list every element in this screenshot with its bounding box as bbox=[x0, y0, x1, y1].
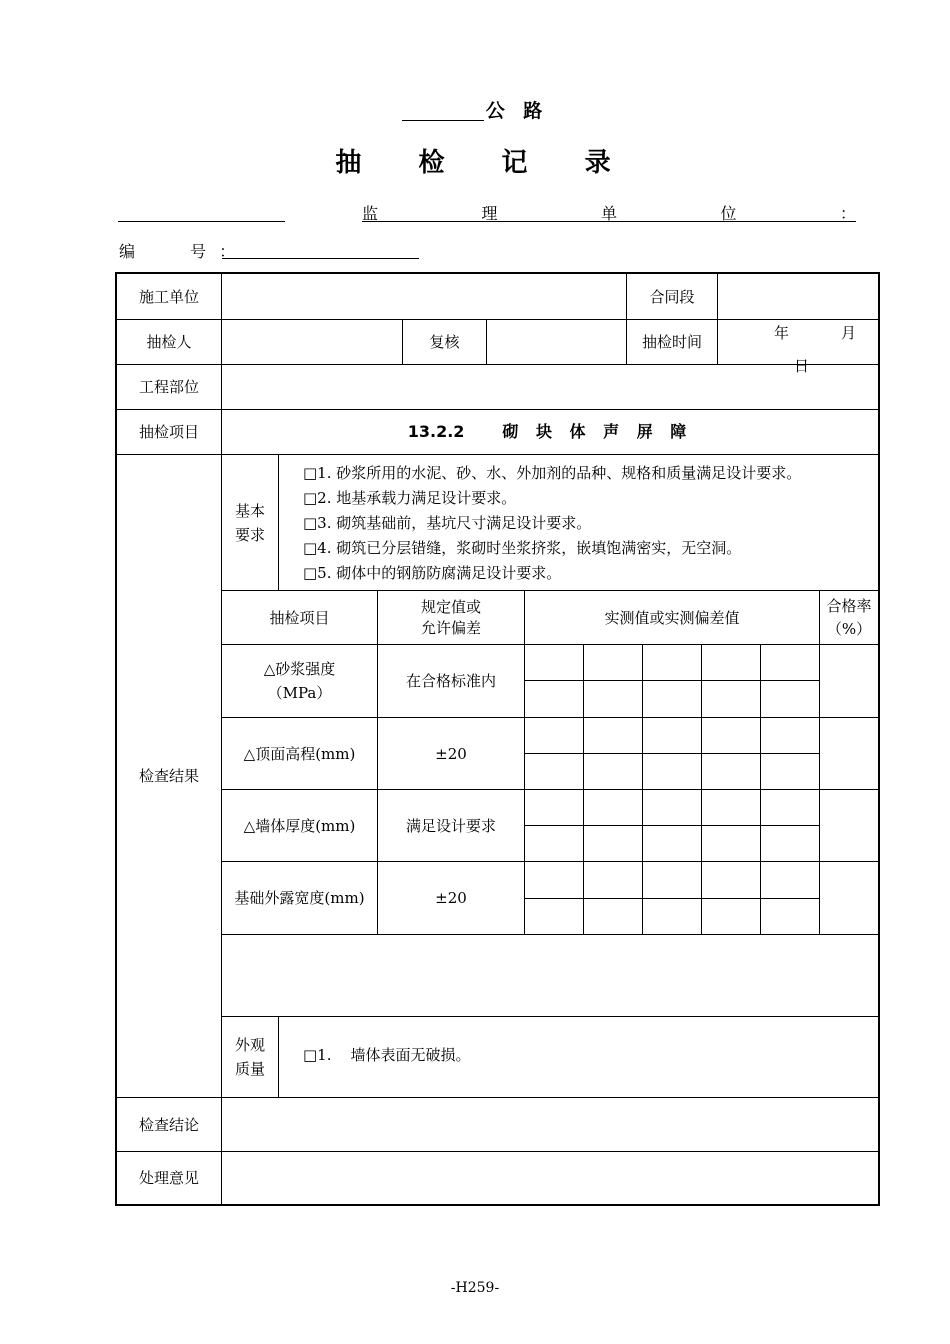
inspection-form bbox=[115, 272, 880, 1206]
row-top-elevation-name: △顶面高程(mm) bbox=[243, 744, 356, 763]
road-title bbox=[0, 96, 950, 123]
supervision-char: 单 bbox=[600, 204, 617, 223]
month-label: 月 bbox=[841, 324, 857, 342]
row-name-line: △砂浆强度 bbox=[263, 660, 336, 678]
road-name-blank[interactable] bbox=[402, 102, 484, 121]
day-label: 日 bbox=[794, 357, 810, 375]
col-spec-line: 允许偏差 bbox=[420, 618, 481, 637]
opinion-field[interactable] bbox=[222, 1152, 878, 1204]
opinion-label: 处理意见 bbox=[138, 1169, 199, 1187]
col-pass-line: （%） bbox=[826, 619, 872, 638]
contractor-field[interactable] bbox=[222, 274, 626, 319]
appearance-label-line: 质量 bbox=[234, 1060, 265, 1078]
year-label: 年 bbox=[774, 324, 790, 342]
inspect-time-field[interactable] bbox=[718, 320, 878, 375]
contractor-label: 施工单位 bbox=[138, 287, 199, 306]
appearance-item[interactable]: □1. 墙体表面无破损。 bbox=[303, 1046, 471, 1064]
item-code: 13.2.2 bbox=[407, 422, 465, 441]
requirement-item[interactable]: □5. 砌体中的钢筋防腐满足设计要求。 bbox=[303, 564, 562, 582]
location-label: 工程部位 bbox=[138, 378, 199, 396]
col-header-item: 抽检项目 bbox=[269, 608, 330, 627]
row-foundation-width-spec: ±20 bbox=[435, 889, 467, 907]
requirement-item[interactable]: □4. 砌筑已分层错缝，浆砌时坐浆挤浆，嵌填饱满密实，无空洞。 bbox=[303, 539, 742, 557]
col-spec-line: 规定值或 bbox=[420, 597, 481, 616]
col-header-pass-rate bbox=[820, 591, 878, 644]
number-char: 编 bbox=[119, 242, 136, 261]
basic-requirements-label bbox=[222, 455, 278, 590]
reviewer-field[interactable] bbox=[487, 320, 626, 364]
col-header-measured: 实测值或实测偏差值 bbox=[604, 608, 740, 627]
location-field[interactable] bbox=[222, 365, 878, 409]
supervision-char: 理 bbox=[481, 204, 498, 223]
supervision-unit-underline[interactable] bbox=[362, 221, 856, 222]
conclusion-label: 检查结论 bbox=[138, 1115, 199, 1134]
inspector-field[interactable] bbox=[222, 320, 402, 364]
conclusion-field[interactable] bbox=[222, 1098, 878, 1151]
requirement-item[interactable]: □2. 地基承载力满足设计要求。 bbox=[303, 489, 517, 507]
requirement-item[interactable]: □3. 砌筑基础前，基坑尺寸满足设计要求。 bbox=[303, 514, 592, 532]
col-header-spec bbox=[378, 591, 524, 644]
appearance-label bbox=[222, 1017, 278, 1097]
number-char: 号 bbox=[190, 242, 207, 261]
basic-label-line: 基本 bbox=[234, 501, 265, 520]
supervision-unit-label bbox=[362, 201, 856, 221]
col-pass-line: 合格率 bbox=[826, 596, 872, 615]
requirement-item[interactable]: □1. 砂浆所用的水泥、砂、水、外加剂的品种、规格和质量满足设计要求。 bbox=[303, 464, 802, 482]
row-foundation-width-name: 基础外露宽度(mm) bbox=[234, 889, 365, 907]
row-mortar-strength-name bbox=[222, 645, 377, 717]
row-wall-thickness-spec: 满足设计要求 bbox=[405, 816, 496, 835]
row-wall-thickness-name: △墙体厚度(mm) bbox=[243, 816, 356, 835]
basic-label-line: 要求 bbox=[234, 525, 265, 544]
contract-section-field[interactable] bbox=[718, 274, 878, 319]
number-label bbox=[119, 239, 235, 262]
appearance-label-line: 外观 bbox=[234, 1036, 265, 1054]
item-label: 抽检项目 bbox=[138, 423, 199, 441]
number-blank[interactable] bbox=[222, 258, 419, 259]
extra-notes-area[interactable] bbox=[222, 935, 878, 1016]
inspector-label: 抽检人 bbox=[146, 333, 192, 351]
reviewer-label: 复核 bbox=[429, 333, 460, 351]
supervision-char: ： bbox=[839, 204, 856, 223]
contract-section-label: 合同段 bbox=[649, 287, 695, 306]
supervision-char: 位 bbox=[720, 204, 737, 223]
road-suffix: 公 路 bbox=[485, 100, 549, 122]
item-name: 砌 块 体 声 屏 障 bbox=[502, 422, 693, 441]
page-title: 抽 检 记 录 bbox=[335, 148, 635, 178]
results-label: 检查结果 bbox=[138, 767, 199, 785]
row-name-line: （MPa） bbox=[267, 684, 332, 702]
number-char: ： bbox=[219, 242, 236, 261]
inspect-time-label: 抽检时间 bbox=[641, 333, 702, 351]
page-number: -H259- bbox=[450, 1280, 500, 1296]
supervision-char: 监 bbox=[362, 204, 379, 223]
project-name-blank[interactable] bbox=[118, 221, 285, 222]
requirements-list bbox=[303, 461, 873, 586]
row-mortar-strength-spec: 在合格标准内 bbox=[405, 672, 496, 690]
item-title bbox=[222, 410, 878, 454]
row-top-elevation-spec: ±20 bbox=[435, 744, 467, 763]
